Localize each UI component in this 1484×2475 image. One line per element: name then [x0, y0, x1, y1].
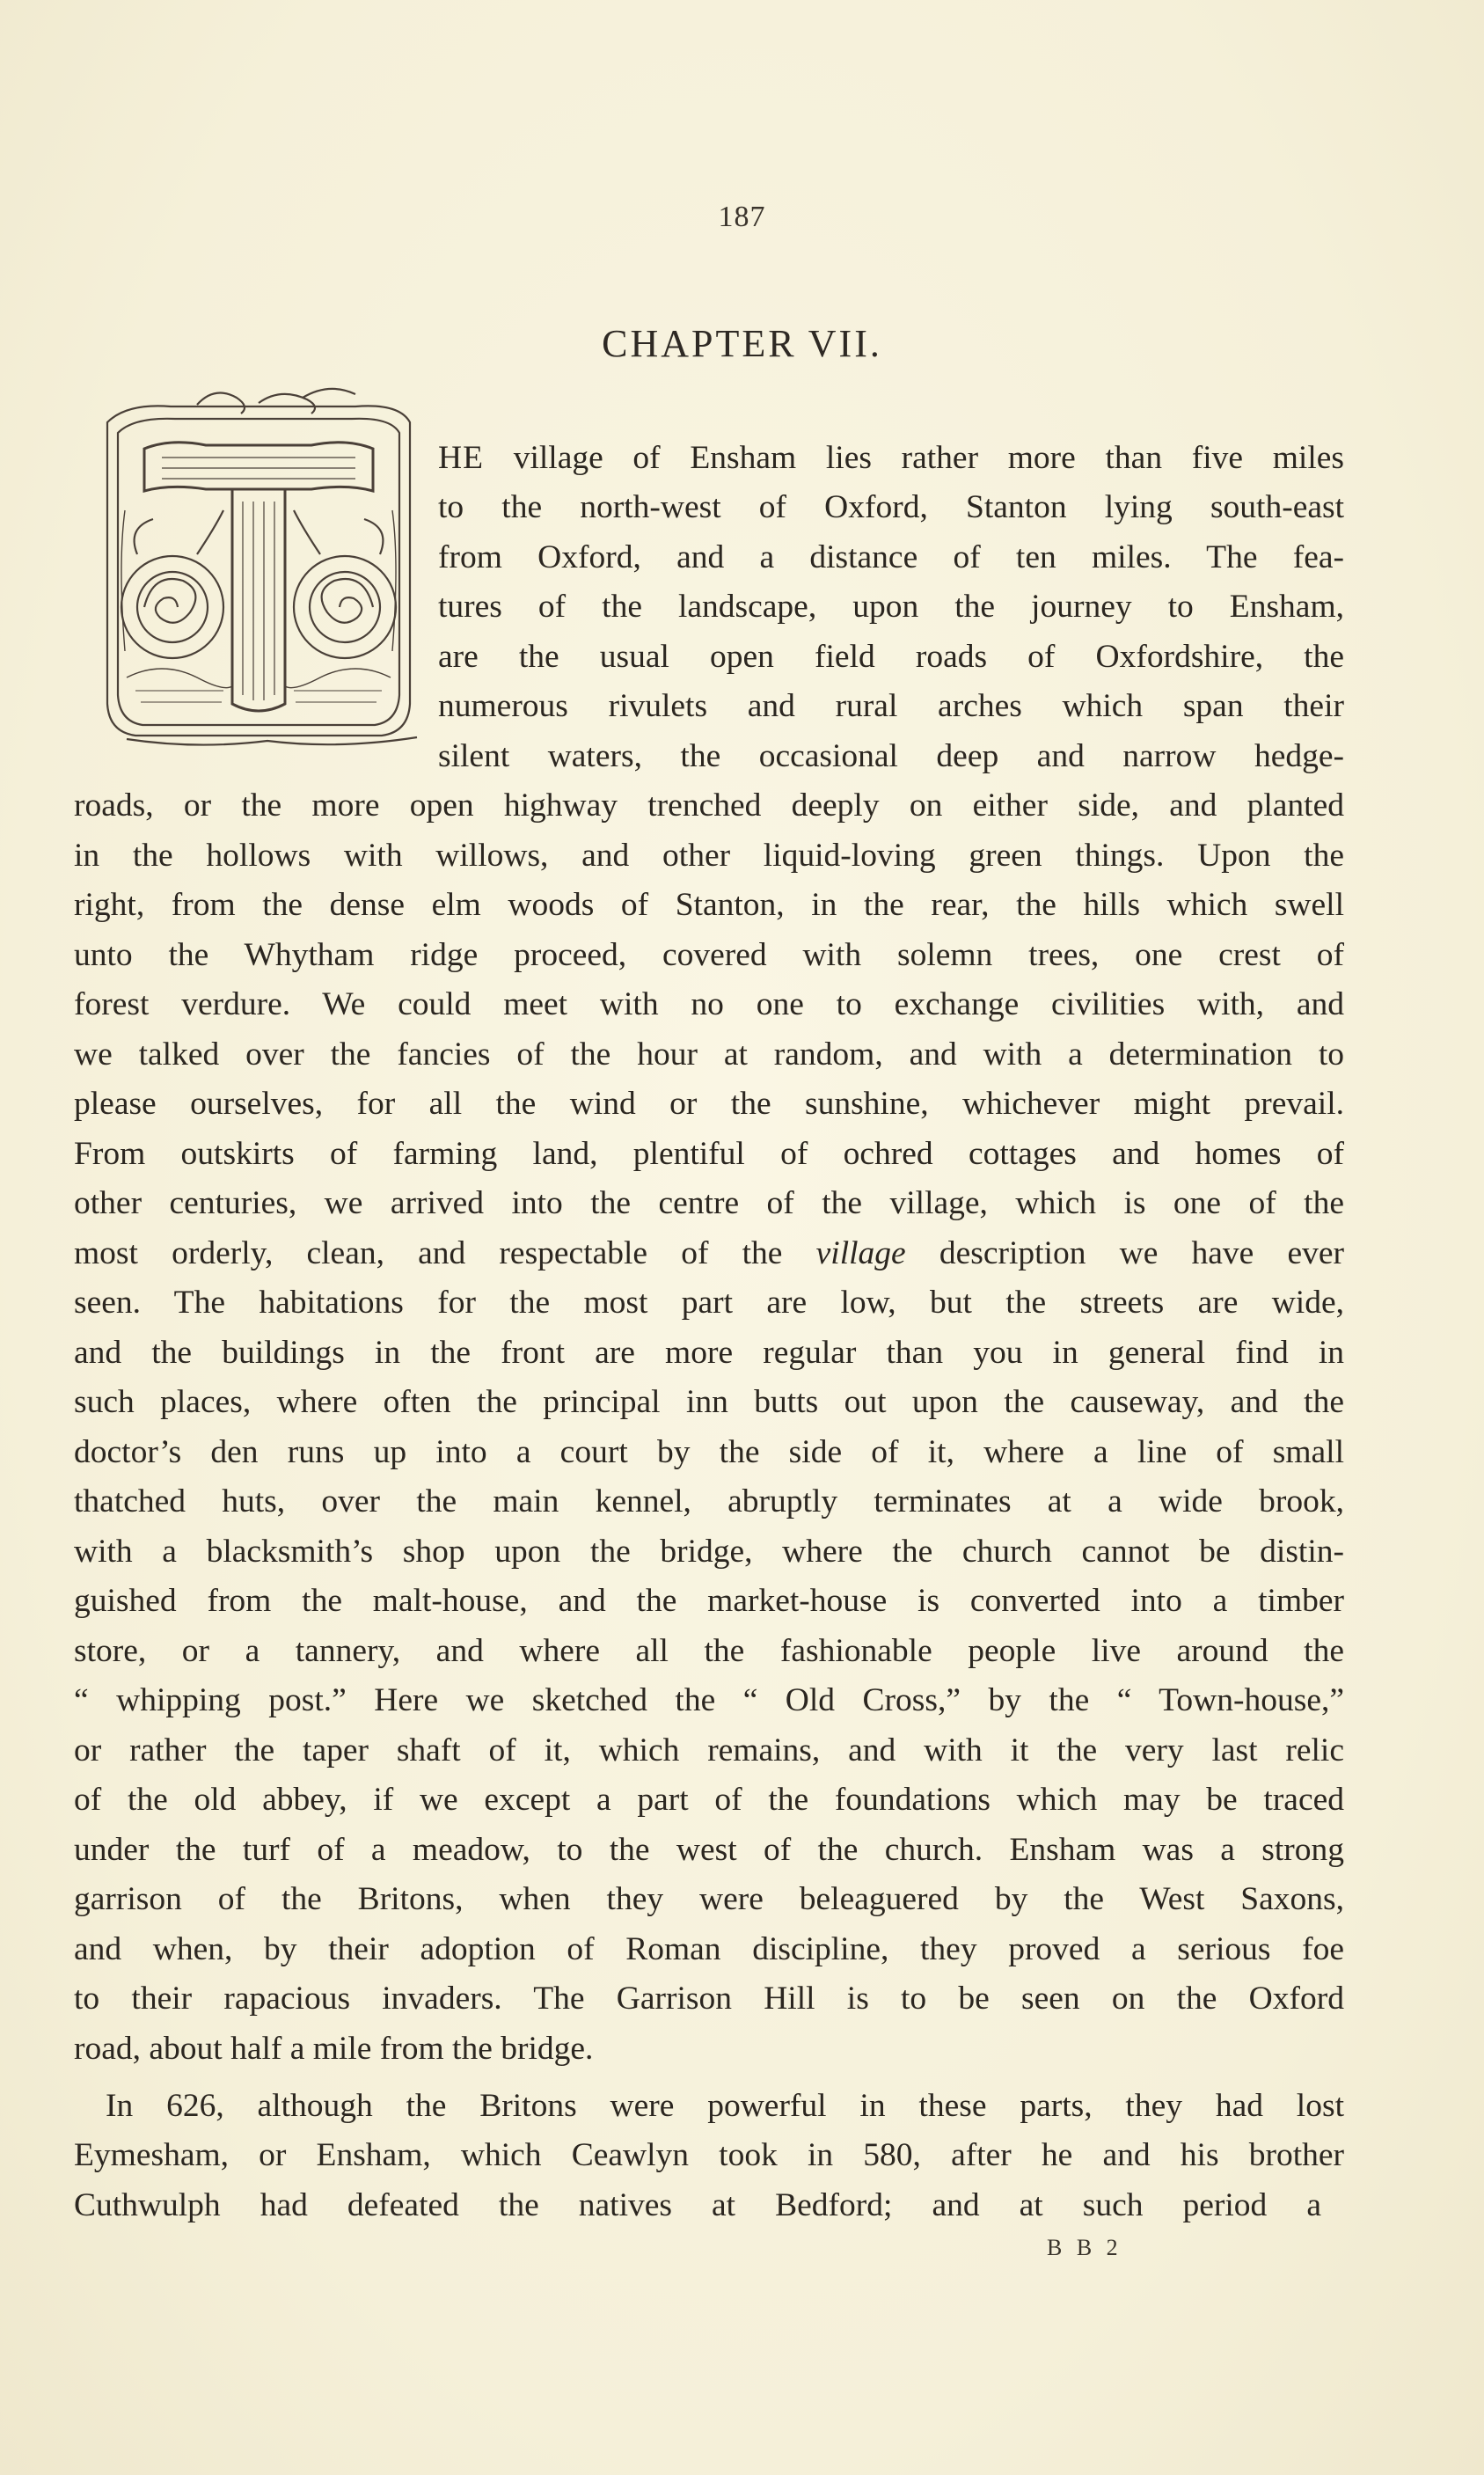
text-line: to their rapacious invaders. The Garrison Hill is to be seen on the Oxford: [74, 1981, 1344, 2017]
text-line: guished from the malt-house, and the market-house is converted into a timber: [74, 1583, 1344, 1619]
text-line: under the turf of a meadow, to the west of the church. Ensham was a strong: [74, 1832, 1344, 1868]
text-line: or rather the taper shaft of it, which remains, and with it the very last relic: [74, 1732, 1344, 1768]
text-line: unto the Whytham ridge proceed, covered with solemn trees, one crest of: [74, 937, 1344, 973]
text-line: “ whipping post.” Here we sketched the “ Old Cross,” by the “ Town-house,”: [74, 1682, 1344, 1718]
text-line: road, about half a mile from the bridge.: [74, 2031, 594, 2067]
text-line: of the old abbey, if we except a part of the foundations which may be traced: [74, 1782, 1344, 1818]
text-line: and when, by their adoption of Roman discipline, they proved a serious foe: [74, 1931, 1344, 1967]
text-line: thatched huts, over the main kennel, abruptly terminates at a wide brook,: [74, 1483, 1344, 1519]
text-line: seen. The habitations for the most part are low, but the streets are wide,: [74, 1285, 1344, 1321]
text-line: forest verdure. We could meet with no one to exchange civilities with, and: [74, 986, 1344, 1022]
text-line: please ourselves, for all the wind or the sunshine, whichever might prevail.: [74, 1086, 1344, 1122]
text-line: tures of the landscape, upon the journey to Ensham,: [438, 589, 1344, 625]
text-line: Cuthwulph had defeated the natives at Bedford; and at such period a: [74, 2187, 1321, 2223]
text-line: [438, 433, 1344, 483]
text-line: roads, or the more open highway trenched deeply on either side, and planted: [74, 787, 1344, 824]
text-line: garrison of the Britons, when they were beleaguered by the West Saxons,: [74, 1881, 1344, 1917]
text-line: From outskirts of farming land, plentiful of ochred cottages and homes of: [74, 1136, 1344, 1172]
signature-mark: B B 2: [1047, 2235, 1122, 2260]
text-line: we talked over the fancies of the hour at random, and with a determination to: [74, 1036, 1344, 1073]
line-text: description we have ever: [905, 1235, 1344, 1271]
text-line: silent waters, the occasional deep and narrow hedge-: [438, 738, 1344, 774]
text-line: with a blacksmith’s shop upon the bridge, where the church cannot be distin-: [74, 1534, 1344, 1570]
text-line: to the north-west of Oxford, Stanton lying south-east: [438, 489, 1344, 525]
text-line: right, from the dense elm woods of Stanton, in the rear, the hills which swell: [74, 887, 1344, 923]
chapter-title: CHAPTER VII.: [602, 322, 882, 365]
italic-word: village: [815, 1235, 906, 1271]
text-line: and the buildings in the front are more regular than you in general find in: [74, 1335, 1344, 1371]
page-number: 187: [718, 201, 766, 233]
ornamental-drop-cap-t-icon: [91, 387, 426, 757]
text-line: store, or a tannery, and where all the fashionable people live around the: [74, 1633, 1344, 1669]
text-line: numerous rivulets and rural arches which span their: [438, 688, 1344, 724]
text-line: are the usual open field roads of Oxfordshire, the: [438, 639, 1344, 675]
text-line: [74, 1228, 1344, 1278]
text-line: doctor’s den runs up into a court by the side of it, where a line of small: [74, 1434, 1344, 1470]
text-line: other centuries, we arrived into the centre of the village, which is one of the: [74, 1185, 1344, 1221]
text-line: from Oxford, and a distance of ten miles. The fea-: [438, 539, 1344, 575]
text-line: in the hollows with willows, and other liquid-loving green things. Upon the: [74, 838, 1344, 874]
text-line: such places, where often the principal inn butts out upon the causeway, and the: [74, 1384, 1344, 1420]
drop-cap-continuation: HE: [438, 440, 484, 476]
text-line: In 626, although the Britons were powerful in these parts, they had lost: [106, 2088, 1344, 2124]
text-line: Eymesham, or Ensham, which Ceawlyn took in 580, after he and his brother: [74, 2137, 1344, 2173]
line-text: most orderly, clean, and respectable of the: [74, 1235, 816, 1271]
line-text: village of Ensham lies rather more than five miles: [484, 440, 1344, 476]
